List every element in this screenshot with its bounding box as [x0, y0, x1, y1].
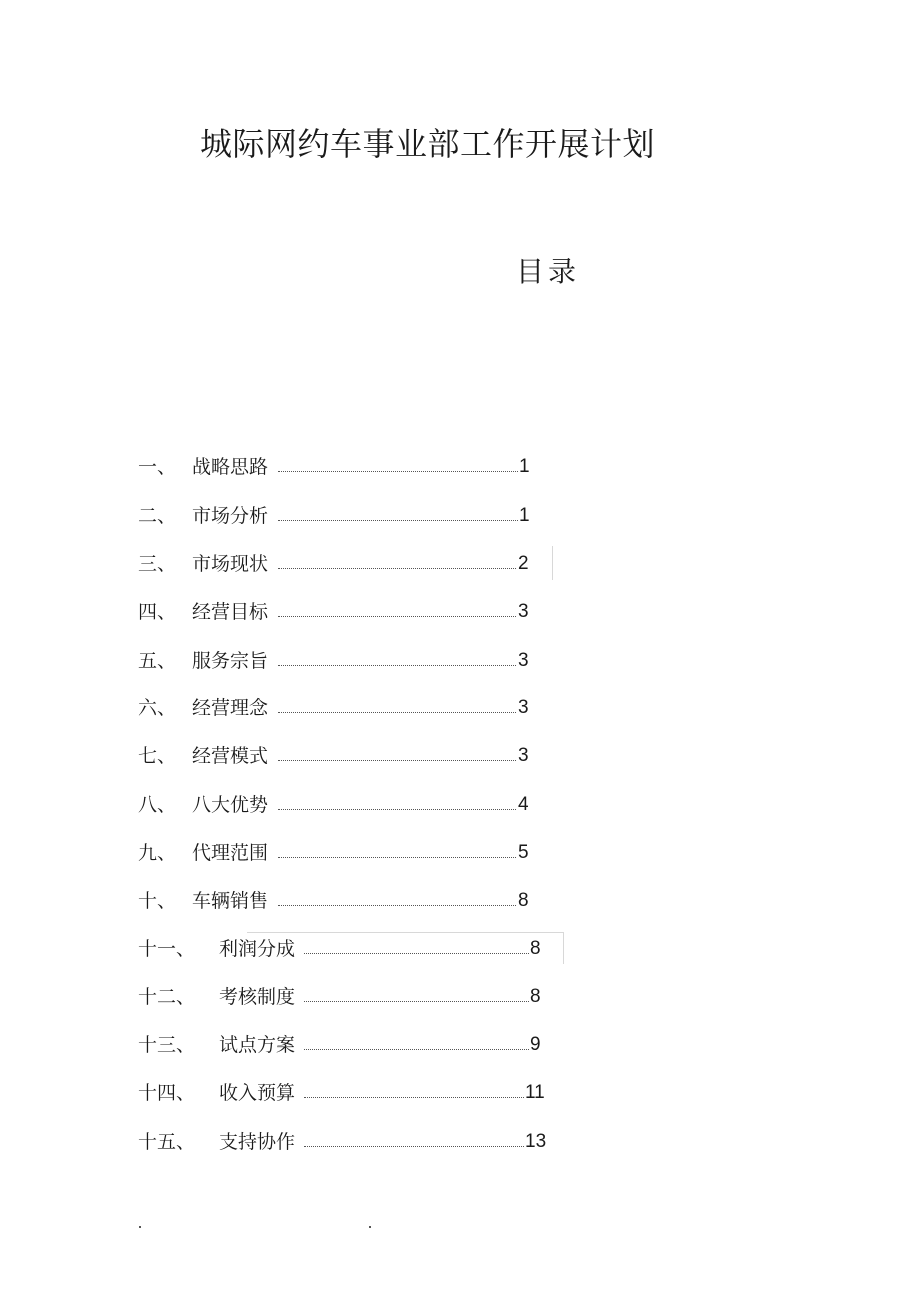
footer-mark	[139, 1226, 141, 1228]
toc-dot-leader	[278, 665, 516, 666]
toc-entry-page: 8	[518, 890, 529, 911]
toc-entry-label: 支持协作	[219, 1131, 296, 1153]
toc-dot-leader	[278, 905, 516, 906]
toc-entry[interactable]	[0, 1129, 920, 1155]
toc-entry[interactable]	[0, 454, 920, 480]
toc-entry-label: 战略思路	[192, 456, 269, 478]
toc-entry-label: 八大优势	[192, 794, 269, 816]
toc-entry-label: 车辆销售	[192, 890, 269, 912]
toc-heading: 目录	[516, 255, 581, 288]
toc-dot-leader	[304, 953, 529, 954]
table-cell-border	[563, 932, 564, 964]
toc-dot-leader	[278, 809, 516, 810]
toc-entry[interactable]	[0, 1032, 920, 1058]
toc-entry-label: 市场现状	[192, 553, 269, 575]
toc-entry-number: 十、	[138, 890, 177, 912]
toc-entry[interactable]	[0, 984, 920, 1010]
toc-entry[interactable]	[0, 888, 920, 914]
toc-entry[interactable]	[0, 840, 920, 866]
toc-entry-page: 3	[518, 745, 529, 766]
toc-entry[interactable]	[0, 551, 920, 577]
toc-dot-leader	[304, 1146, 524, 1147]
toc-entry-page: 5	[518, 842, 529, 863]
toc-dot-leader	[278, 712, 516, 713]
toc-dot-leader	[278, 760, 516, 761]
toc-dot-leader	[278, 857, 516, 858]
toc-dot-leader	[278, 520, 518, 521]
toc-entry-number: 十五、	[138, 1131, 196, 1153]
toc-entry-page: 4	[518, 794, 529, 815]
toc-entry-number: 五、	[138, 650, 177, 672]
toc-entry[interactable]	[0, 936, 920, 962]
toc-entry-page: 8	[530, 938, 541, 959]
footer-mark	[369, 1226, 371, 1228]
toc-entry-page: 8	[530, 986, 541, 1007]
toc-entry-label: 试点方案	[219, 1034, 296, 1056]
toc-dot-leader	[278, 471, 518, 472]
toc-entry[interactable]	[0, 503, 920, 529]
toc-entry[interactable]	[0, 695, 920, 721]
toc-dot-leader	[278, 568, 516, 569]
toc-entry-number: 七、	[138, 745, 177, 767]
toc-entry-page: 9	[530, 1034, 541, 1055]
toc-entry-page: 3	[518, 697, 529, 718]
toc-entry-page: 2	[518, 553, 529, 574]
toc-entry-number: 十二、	[138, 986, 196, 1008]
toc-entry-number: 六、	[138, 697, 177, 719]
toc-entry-number: 十四、	[138, 1082, 196, 1104]
toc-entry-number: 四、	[138, 601, 177, 623]
toc-entry-label: 代理范围	[192, 842, 269, 864]
toc-entry-number: 八、	[138, 794, 177, 816]
toc-entry-label: 经营理念	[192, 697, 269, 719]
toc-entry-label: 考核制度	[219, 986, 296, 1008]
toc-entry[interactable]	[0, 743, 920, 769]
table-cell-border	[552, 546, 553, 580]
toc-entry-number: 十一、	[138, 938, 196, 960]
toc-entry-label: 经营模式	[192, 745, 269, 767]
toc-entry-number: 三、	[138, 553, 177, 575]
toc-entry[interactable]	[0, 1080, 920, 1106]
toc-entry-page: 1	[519, 505, 530, 526]
toc-dot-leader	[304, 1001, 529, 1002]
toc-entry-page: 1	[519, 456, 530, 477]
toc-entry[interactable]	[0, 792, 920, 818]
toc-entry-label: 服务宗旨	[192, 650, 269, 672]
toc-entry[interactable]	[0, 599, 920, 625]
table-cell-border	[247, 932, 563, 933]
toc-entry-label: 利润分成	[219, 938, 296, 960]
toc-entry-number: 十三、	[138, 1034, 196, 1056]
toc-dot-leader	[304, 1097, 524, 1098]
toc-entry-label: 收入预算	[219, 1082, 296, 1104]
toc-dot-leader	[304, 1049, 529, 1050]
toc-entry-page: 13	[525, 1131, 547, 1152]
toc-entry-number: 九、	[138, 842, 177, 864]
toc-entry-label: 市场分析	[192, 505, 269, 527]
toc-entry-page: 3	[518, 650, 529, 671]
toc-entry-page: 3	[518, 601, 529, 622]
toc-entry[interactable]	[0, 648, 920, 674]
document-title: 城际网约车事业部工作开展计划	[200, 125, 656, 163]
toc-entry-number: 二、	[138, 505, 177, 527]
toc-dot-leader	[278, 616, 516, 617]
toc-entry-page: 11	[525, 1082, 545, 1103]
toc-entry-number: 一、	[138, 456, 177, 478]
toc-entry-label: 经营目标	[192, 601, 269, 623]
